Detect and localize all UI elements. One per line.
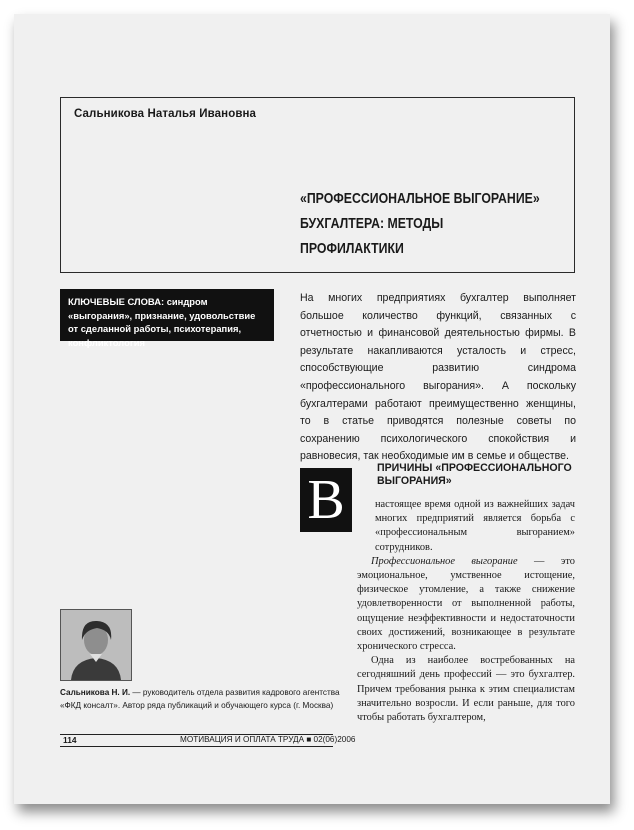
article-body xyxy=(357,498,575,725)
author-bio xyxy=(60,686,342,712)
page-number: 114 xyxy=(63,735,77,745)
bio-name: Сальникова Н. И. xyxy=(60,688,131,697)
author-photo xyxy=(60,609,132,681)
journal-issue: МОТИВАЦИЯ И ОПЛАТА ТРУДА ■ 02(06)2006 xyxy=(180,735,356,744)
bio-text: — руководитель отдела развития кадрового агентства «ФКД консалт». Автор ряда публикаций и обучающего курса (г. Москва) xyxy=(60,688,340,710)
title-line: БУХГАЛТЕРА: МЕТОДЫ xyxy=(300,215,444,232)
paragraph: настоящее время одной из важнейших задач многих предприятий является борьба с «профессиональным выгоранием» сотрудников. xyxy=(375,499,575,553)
keywords-text: синдром «выгорания», признание, удовольствие от сделанной работы, психотерапия, конфликтология xyxy=(68,296,256,348)
abstract xyxy=(300,290,576,466)
drop-cap: В xyxy=(300,468,352,532)
author-name: Сальникова Наталья Ивановна xyxy=(74,108,257,120)
title-line: ПРОФИЛАКТИКИ xyxy=(300,240,404,257)
keywords-label: КЛЮЧЕВЫЕ СЛОВА: xyxy=(68,296,165,307)
term: Профессиональное выгорание xyxy=(371,555,518,567)
keywords-box xyxy=(60,289,274,348)
article-title xyxy=(300,186,540,261)
section-heading xyxy=(377,462,572,488)
footer-rule-bottom xyxy=(60,746,333,747)
abstract-text: На многих предприятиях бухгалтер выполняет большое количество функций, связанных с отчетностью и финансовой деятельностью фирмы. В результате накапливаются усталость и стресс, способствующие развитию синдрома «профессионального выгорания». А поскольку бухгалтерами работают преимущественно женщины, то в статье приводятся полезные советы по сохранению психологического спокойствия и равновесия, так необходимые им в семье и обществе. xyxy=(300,292,576,463)
section-heading-line: ВЫГОРАНИЯ» xyxy=(377,475,452,487)
section-heading-line: ПРИЧИНЫ «ПРОФЕССИОНАЛЬНОГО xyxy=(377,462,572,474)
paragraph xyxy=(357,555,575,654)
portrait-image xyxy=(61,610,131,680)
definition: — это эмоциональное, умственное истощение, физическое утомление, а также снижение удовлетворенности от выполненной работы, ощущение неэффективности и недостаточности своих достижений, возникающее в результате хронического стресса. xyxy=(357,555,575,653)
title-line: «ПРОФЕССИОНАЛЬНОЕ ВЫГОРАНИЕ» xyxy=(300,190,540,207)
paragraph: Одна из наиболее востребованных на сегодняшний день профессий — это бухгалтер. Причем требования рынка к этим специалистам значительно возросли. И если раньше, для того чтобы работать бухгалтером, xyxy=(357,655,575,724)
